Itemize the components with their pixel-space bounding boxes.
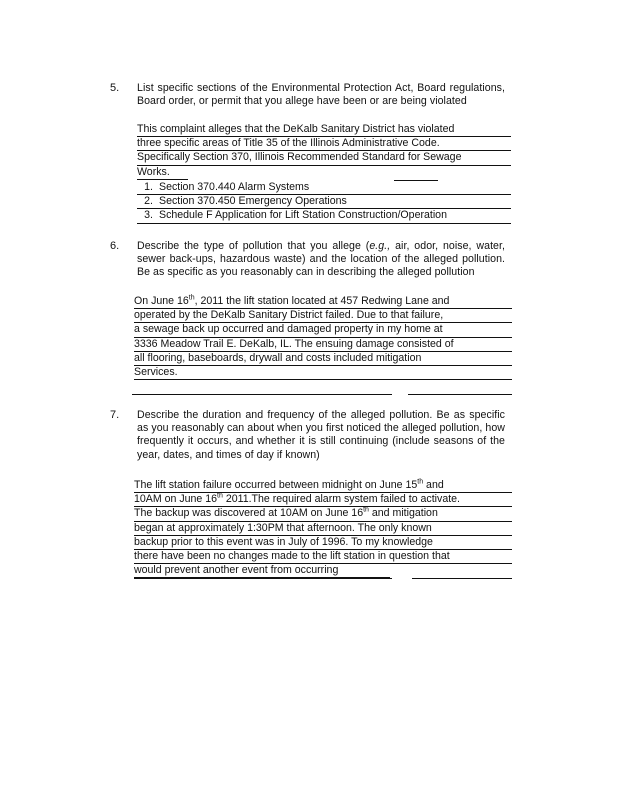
q5-list-item-1 bbox=[137, 181, 511, 195]
q6-line-1-superscript: th bbox=[188, 294, 195, 302]
q5-list-item-3-text: Schedule F Application for Lift Station Construction/Operation bbox=[159, 209, 447, 222]
q7-line-3-text: The backup was discovered at 10AM on June 16 bbox=[134, 507, 364, 520]
q7-blank-line-left bbox=[134, 578, 392, 579]
question-6-prompt bbox=[137, 240, 505, 280]
q6-answer-line-1 bbox=[134, 295, 512, 309]
question-7-number: 7. bbox=[110, 409, 120, 421]
question-6-number: 6. bbox=[110, 240, 120, 252]
q5-list-item-3 bbox=[137, 209, 511, 223]
q5-list-item-1-text: Section 370.440 Alarm Systems bbox=[159, 181, 310, 193]
q6-line-1-text: On June 16 bbox=[134, 295, 189, 307]
question-5-answer bbox=[137, 123, 511, 180]
q7-line-1-text: The lift station failure occurred between midnight on June 15 bbox=[134, 479, 418, 491]
q7-line-2-superscript: th bbox=[217, 492, 223, 500]
q7-blank-line-right bbox=[412, 578, 512, 579]
q5-answer-line-1: This complaint alleges that the DeKalb Sanitary District has violated bbox=[137, 123, 511, 137]
q5-list-item-2-text: Section 370.450 Emergency Operations bbox=[159, 195, 347, 208]
question-5-number: 5. bbox=[110, 82, 120, 94]
q5-list-item-1-number: 1. bbox=[144, 181, 153, 193]
q7-line-3-text-cont: and mitigation bbox=[368, 507, 438, 520]
q6-answer-line-6: Services. bbox=[134, 366, 512, 380]
q6-line-1-text-cont: , 2011 the lift station located at 457 Redwing Lane and bbox=[194, 295, 450, 307]
q5-list-item-2 bbox=[137, 195, 511, 209]
q6-blank-line-right bbox=[408, 394, 512, 395]
q6-answer-line-5: all flooring, baseboards, drywall and costs included mitigation bbox=[134, 352, 512, 366]
q7-answer-line-3 bbox=[134, 507, 512, 521]
q7-line-2-text-cont: 2011.The required alarm system failed to activate. bbox=[222, 493, 460, 506]
q7-answer-line-2 bbox=[134, 493, 512, 507]
question-5-list bbox=[137, 181, 511, 224]
question-7-prompt: Describe the duration and frequency of the alleged pollution. Be as specific as you reasonably can about when you first noticed the alleged pollution, how frequently it occurs, and whether it is still continuing (include seasons of the year, dates, and times of day if known) bbox=[137, 409, 505, 461]
q6-answer-line-2: operated by the DeKalb Sanitary District failed. Due to that failure, bbox=[134, 309, 512, 323]
q7-line-1-text-cont: and bbox=[423, 479, 444, 491]
q5-answer-line-4: Works. bbox=[137, 166, 188, 180]
q7-answer-line-1 bbox=[134, 479, 512, 493]
q7-answer-line-5: backup prior to this event was in July of 1996. To my knowledge bbox=[134, 536, 512, 550]
q7-answer-line-6: there have been no changes made to the lift station in question that bbox=[134, 550, 512, 564]
q7-line-3-superscript: th bbox=[363, 506, 369, 514]
q7-answer-line-4: began at approximately 1:30PM that afternoon. The only known bbox=[134, 522, 512, 536]
q6-blank-line-left bbox=[132, 394, 392, 395]
q5-list-item-2-number: 2. bbox=[144, 195, 153, 208]
q5-answer-line-3: Specifically Section 370, Illinois Recommended Standard for Sewage bbox=[137, 151, 511, 165]
q6-answer-line-3: a sewage back up occurred and damaged property in my home at bbox=[134, 323, 512, 337]
q7-line-2-text: 10AM on June 16 bbox=[134, 493, 218, 506]
question-6-answer bbox=[134, 295, 512, 380]
q5-answer-line-2: three specific areas of Title 35 of the Illinois Administrative Code. bbox=[137, 137, 511, 151]
question-5-prompt: List specific sections of the Environmental Protection Act, Board regulations, Board order, or permit that you allege have been or are being violated bbox=[137, 82, 505, 108]
q6-prompt-part-2: air, odor, noise, water, sewer back-ups, hazardous waste) and the location of the alleged pollution. Be as specific as you reasonably can in describing the alleged pollution bbox=[137, 240, 505, 279]
q6-answer-line-4: 3336 Meadow Trail E. DeKalb, IL. The ensuing damage consisted of bbox=[134, 338, 512, 352]
q6-prompt-eg: e.g., bbox=[369, 240, 391, 252]
q5-list-item-3-number: 3. bbox=[144, 209, 153, 222]
q7-line-1-superscript: th bbox=[417, 478, 424, 486]
q6-prompt-part-1: Describe the type of pollution that you allege ( bbox=[137, 240, 370, 252]
question-7-answer bbox=[134, 479, 512, 578]
q7-answer-line-7: would prevent another event from occurring bbox=[134, 564, 390, 578]
